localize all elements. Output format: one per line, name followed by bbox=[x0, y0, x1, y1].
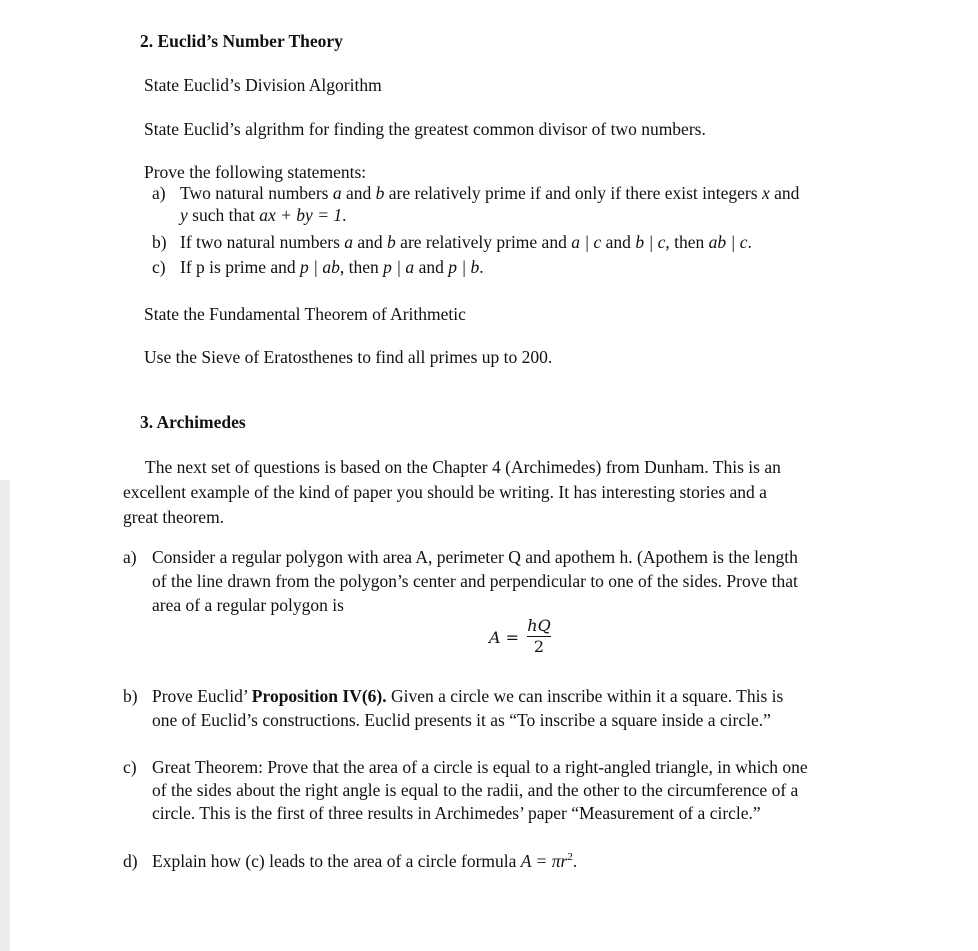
part-c-line-3: circle. This is the first of three results in Archimedes’ paper “Measurement of a circle.” bbox=[152, 803, 761, 823]
item-a-line1: Two natural numbers a and b are relatively prime if and only if there exist integers x and bbox=[180, 183, 800, 203]
item-a-label: a) bbox=[152, 183, 166, 203]
intro-line-2: excellent example of the kind of paper you should be writing. It has interesting stories and a bbox=[123, 482, 767, 502]
section-3-heading bbox=[140, 412, 246, 433]
part-c-line-1: Great Theorem: Prove that the area of a circle is equal to a right-angled triangle, in which one bbox=[152, 757, 808, 777]
division-algorithm-line: State Euclid’s Division Algorithm bbox=[144, 75, 382, 95]
formula-fraction: hQ 2 bbox=[527, 616, 551, 656]
part-d-line: Explain how (c) leads to the area of a circle formula $A = \pi r^2$. bbox=[152, 851, 578, 871]
section-2-heading bbox=[140, 31, 343, 52]
section-number: 3. bbox=[140, 412, 154, 432]
left-margin-bar bbox=[0, 480, 10, 951]
part-a-line-2: of the line drawn from the polygon’s center and perpendicular to one of the sides. Prove that bbox=[152, 571, 798, 591]
section-title: Euclid’s Number Theory bbox=[157, 31, 343, 51]
section-title: Archimedes bbox=[156, 412, 246, 432]
intro-line-1: The next set of questions is based on the Chapter 4 (Archimedes) from Dunham. This is an bbox=[145, 457, 781, 477]
polygon-area-formula: A = bbox=[489, 628, 520, 647]
item-c-line: If p is prime and p | ab, then p | a and p | b. bbox=[180, 257, 484, 277]
part-b-label: b) bbox=[123, 686, 138, 706]
part-a-line-1: Consider a regular polygon with area A, perimeter Q and apothem h. (Apothem is the length bbox=[152, 547, 798, 567]
item-a-line2: y such that ax + by = 1. bbox=[180, 205, 347, 225]
circle-area-formula: A = πr bbox=[520, 851, 568, 871]
section-number: 2. bbox=[140, 31, 154, 51]
part-d-label: d) bbox=[123, 851, 138, 871]
part-a-label: a) bbox=[123, 547, 137, 567]
intro-line-3: great theorem. bbox=[123, 507, 225, 527]
part-c-label: c) bbox=[123, 757, 137, 777]
part-a-line-3: area of a regular polygon is bbox=[152, 595, 344, 615]
gcd-algorithm-line: State Euclid’s algrithm for finding the greatest common divisor of two numbers. bbox=[144, 119, 706, 139]
part-c-line-2: of the sides about the right angle is equal to the radii, and the other to the circumference of a bbox=[152, 780, 799, 800]
prove-intro: Prove the following statements: bbox=[144, 162, 367, 182]
item-b-label: b) bbox=[152, 232, 167, 252]
fundamental-theorem-line: State the Fundamental Theorem of Arithmetic bbox=[144, 304, 466, 324]
part-b-line-2: one of Euclid’s constructions. Euclid presents it as “To inscribe a square inside a circle.” bbox=[152, 710, 771, 730]
item-c-label: c) bbox=[152, 257, 166, 277]
sieve-line: Use the Sieve of Eratosthenes to find all primes up to 200. bbox=[144, 347, 553, 367]
part-b-line-1: Prove Euclid’ Proposition IV(6). Given a circle we can inscribe within it a square. This is bbox=[152, 686, 784, 706]
item-b-line: If two natural numbers a and b are relatively prime and a | c and b | c, then ab | c. bbox=[180, 232, 752, 252]
